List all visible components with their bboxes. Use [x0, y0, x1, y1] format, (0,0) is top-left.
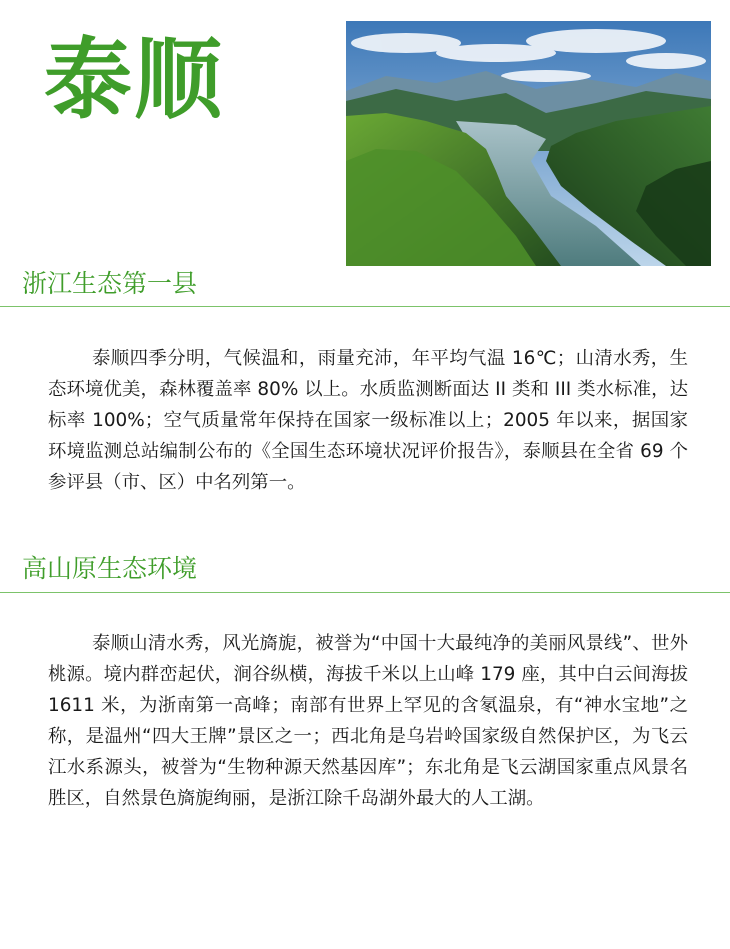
- section2-heading: 高山原生态环境: [22, 554, 198, 583]
- section1-paragraph: 泰顺四季分明，气候温和，雨量充沛，年平均气温 16℃；山清水秀，生态环境优美，森林覆盖率 80% 以上。水质监测断面达 II 类和 III 类水标准，达标率 100%；空气质量常年保持在国家一级标准以上；2005 年以来，据国家环境监测总站编制公布的《全国生态环境状况评价报告》，泰顺县在全省 69 个参评县（市、区）中名列第一。: [48, 348, 688, 493]
- section2-divider: [0, 592, 730, 593]
- landscape-illustration: [346, 21, 711, 266]
- section1-divider: [0, 306, 730, 307]
- page-title: 泰顺: [44, 28, 225, 131]
- section2-paragraph: 泰顺山清水秀，风光旖旎，被誉为“中国十大最纯净的美丽风景线”、世外桃源。境内群峦起伏，涧谷纵横，海拔千米以上山峰 179 座，其中白云间海拔 1611 米，为浙南第一高峰；南部有世界上罕见的含氡温泉，有“神水宝地”之称，是温州“四大王牌”景区之一；西北角是乌岩岭国家级自然保护区，为飞云江水系源头，被誉为“生物种源天然基因库”；东北角是飞云湖国家重点风景名胜区，自然景色旖旎绚丽，是浙江除千岛湖外最大的人工湖。: [48, 633, 688, 809]
- section1-heading: 浙江生态第一县: [22, 269, 198, 298]
- landscape-photo: [346, 21, 711, 266]
